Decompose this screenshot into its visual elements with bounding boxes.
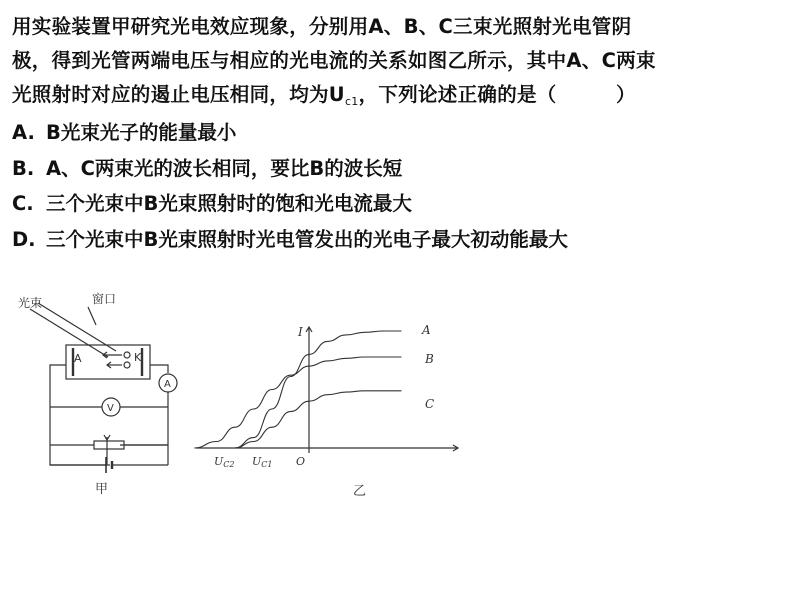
- option-a[interactable]: [12, 115, 568, 151]
- curve-label-c: C: [425, 397, 435, 411]
- option-text: A、C两束光的波长相同，要比B的波长短: [46, 156, 403, 180]
- origin-label: O: [296, 455, 306, 468]
- label-voltmeter: V: [107, 403, 114, 414]
- option-d[interactable]: [12, 222, 568, 258]
- curves-group: [194, 331, 401, 448]
- axis-label-i: I: [298, 325, 303, 339]
- rheostat: [94, 441, 124, 449]
- window-pointer-line: [88, 307, 96, 325]
- label-light-beam: 光束: [18, 296, 43, 310]
- curve-label-a: A: [422, 323, 431, 337]
- option-text: B光束光子的能量最小: [46, 121, 237, 144]
- option-text: 三个光束中B光束照射时光电管发出的光电子最大初动能最大: [46, 227, 568, 251]
- electron-dot-1: [124, 352, 130, 358]
- tick-label-uc1-sub: C1: [261, 460, 273, 469]
- light-beam-line-2: [38, 303, 116, 351]
- answer-options: [12, 115, 568, 257]
- curve-c-line: [235, 391, 402, 448]
- label-window: 窗口: [92, 292, 117, 306]
- question-line-3-sub: c1: [344, 95, 359, 108]
- option-letter: A.: [12, 121, 35, 144]
- label-anode: A: [74, 352, 82, 365]
- curve-label-b: B: [425, 352, 434, 366]
- figure-svg: [10, 285, 470, 515]
- question-line-1: 用实验装置甲研究光电效应现象，分别用A、B、C三束光照射光电管阴: [12, 15, 632, 38]
- option-text: 三个光束中B光束照射时的饱和光电流最大: [46, 192, 412, 215]
- tick-label-uc1-main: U: [252, 455, 262, 468]
- iu-graph: [194, 323, 458, 499]
- question-line-3-post: ，下列论述正确的是（ ）: [358, 83, 636, 106]
- wire-left: [50, 365, 107, 465]
- option-letter: D.: [12, 227, 36, 251]
- electron-dot-2: [124, 362, 130, 368]
- wire-right-top: [150, 365, 168, 373]
- option-letter: C.: [12, 192, 34, 215]
- question-stem: [12, 10, 797, 119]
- curve-a-line: [235, 331, 402, 448]
- tick-label-uc1: [252, 455, 273, 469]
- tick-label-uc2-sub: C2: [223, 460, 235, 469]
- caption-yi: 乙: [353, 484, 367, 499]
- wire-right: [120, 392, 168, 445]
- question-line-3-pre: 光照射时对应的遏止电压相同，均为U: [12, 83, 345, 106]
- tick-label-uc2: [214, 455, 235, 469]
- figures: [10, 285, 470, 519]
- tick-label-uc2-main: U: [214, 455, 224, 468]
- option-b[interactable]: [12, 151, 568, 187]
- question-line-3: [12, 78, 797, 119]
- label-ammeter: A: [164, 379, 171, 390]
- option-letter: B.: [12, 156, 35, 180]
- caption-jia: 甲: [95, 482, 109, 497]
- light-beam-line-1: [30, 309, 108, 357]
- option-c[interactable]: [12, 186, 568, 222]
- circuit-diagram: [30, 303, 177, 473]
- question-line-2: 极，得到光管两端电压与相应的光电流的关系如图乙所示，其中A、C两束: [12, 49, 656, 72]
- label-cathode: K: [134, 351, 142, 364]
